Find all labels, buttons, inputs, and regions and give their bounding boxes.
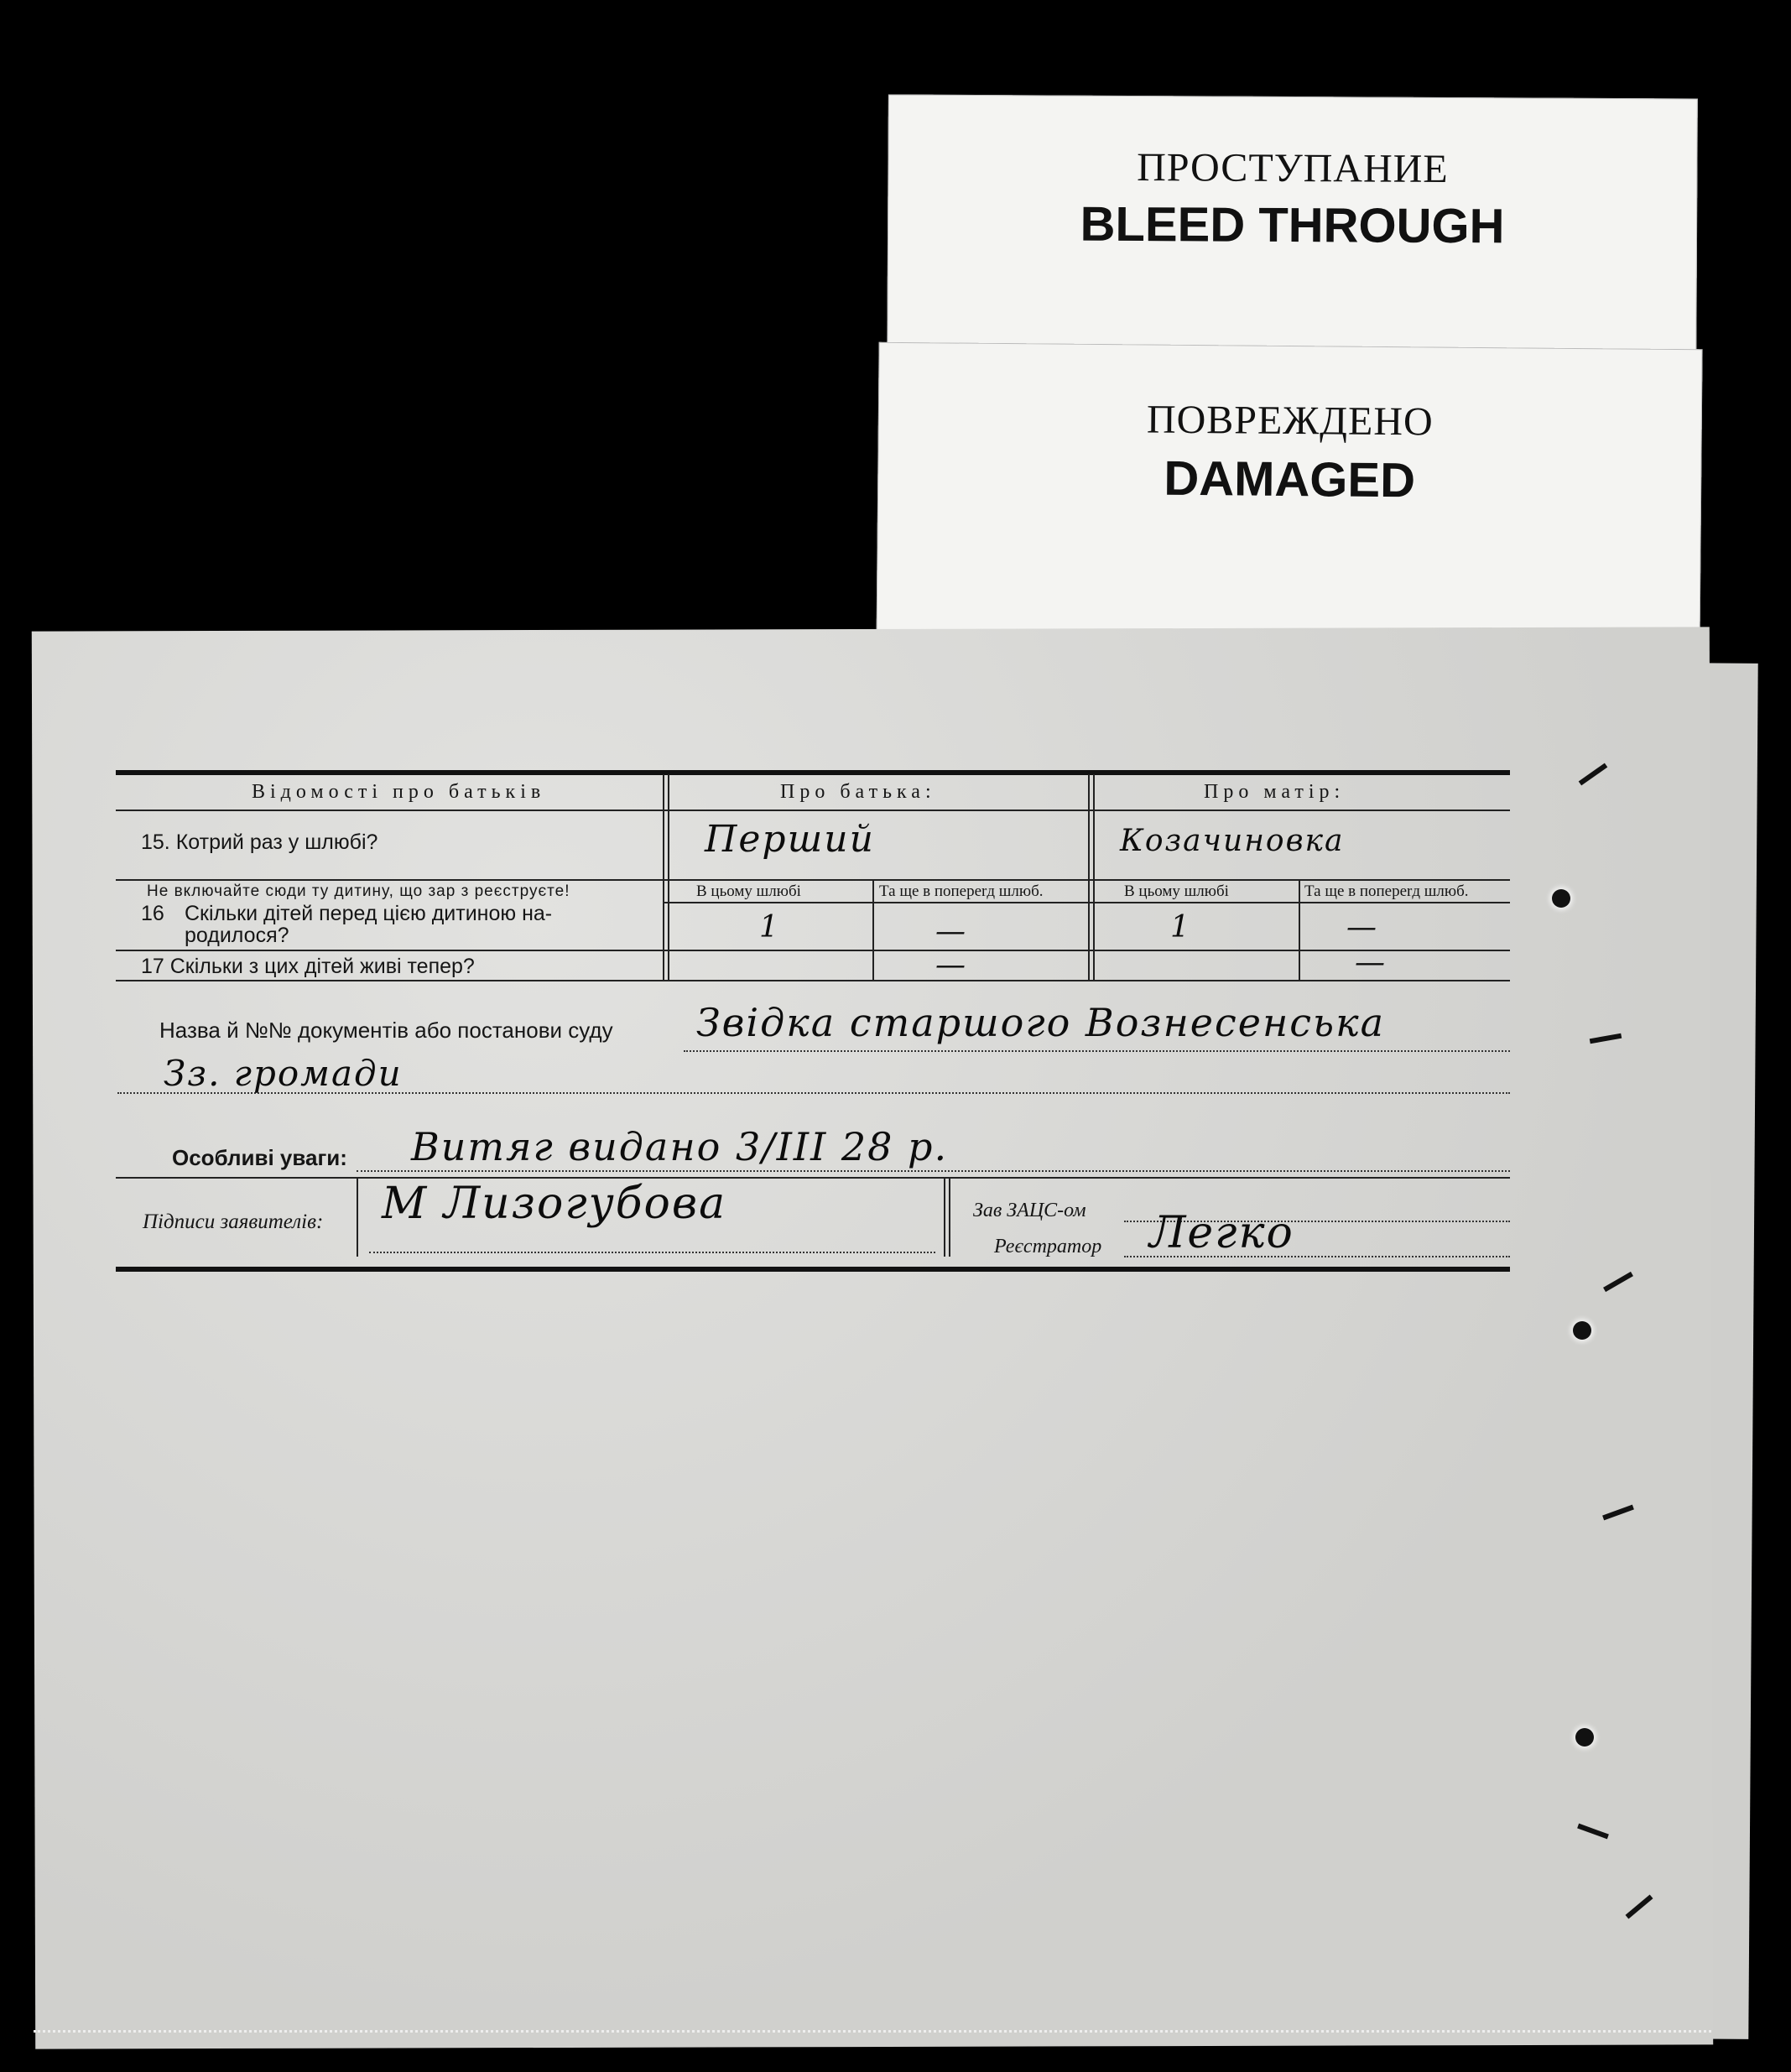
- remarks-line: [357, 1170, 1510, 1172]
- row16-question-line1: Скільки дітей перед цією дитиною на-: [185, 902, 553, 925]
- header-mother: Про матір:: [1204, 781, 1346, 803]
- father-marriage-count-handwritten: Перший: [705, 818, 875, 861]
- punch-hole: [1575, 1728, 1594, 1747]
- table-bottom-rule: [116, 1267, 1510, 1272]
- mother-marriage-count-handwritten: Козачиновка: [1120, 824, 1345, 858]
- damaged-label-ru: ПОВРЕЖДЕНО: [1146, 397, 1434, 445]
- row16-note: Не включайте сюди ту дитину, що зар з реєструєте!: [147, 882, 570, 900]
- row16-number: 16: [141, 902, 164, 925]
- registrar-signature-handwritten: Легко: [1149, 1208, 1294, 1258]
- row17-bottom-rule: [116, 980, 1510, 981]
- table-top-rule: [116, 770, 1510, 775]
- bleed-through-label-ru: ПРОСТУПАНИЕ: [1137, 145, 1449, 191]
- subheader-rule: [663, 902, 1510, 903]
- head-of-registry-label: Зав ЗАЦС-ом: [973, 1200, 1086, 1221]
- row16-question-line2: родилося?: [185, 924, 289, 947]
- mother-sub-divider: [1299, 879, 1300, 980]
- punch-hole: [1573, 1321, 1591, 1340]
- mother-children-prev-marriage: —: [1346, 910, 1378, 945]
- mother-children-alive-prev: —: [1355, 945, 1387, 980]
- bleed-through-card: [887, 94, 1698, 383]
- father-children-this-marriage: 1: [759, 910, 780, 945]
- signature-left-divider: [357, 1177, 358, 1257]
- bleed-through-label-en: BLEED THROUGH: [1080, 196, 1505, 254]
- column-divider-father: [663, 774, 669, 980]
- mother-this-marriage-header: В цьому шлюбі: [1124, 882, 1229, 900]
- signature-top-rule: [116, 1177, 1510, 1179]
- father-children-prev-marriage: —: [935, 914, 967, 949]
- signature-right-divider: [944, 1177, 950, 1257]
- sheet-perforated-edge: [34, 2030, 1711, 2039]
- damaged-card: [876, 342, 1702, 660]
- header-parents: Відомості про батьків: [252, 781, 546, 803]
- documents-label: Назва й №№ документів або постанови суду: [159, 1018, 613, 1043]
- header-bottom-rule: [116, 810, 1510, 811]
- remarks-handwritten: Витяг видано 3/III 28 р.: [411, 1124, 949, 1169]
- documents-handwritten-line2: Зз. громади: [164, 1053, 403, 1094]
- registrar-label: Реєстратор: [994, 1236, 1102, 1257]
- mother-prev-marriage-header: Та ще в попеperд шлюб.: [1304, 882, 1469, 900]
- row15-bottom-rule: [116, 879, 1510, 881]
- father-children-alive-prev: —: [935, 948, 967, 982]
- header-father: Про батька:: [780, 781, 936, 803]
- damaged-label-en: DAMAGED: [1164, 450, 1416, 508]
- row15-label: 15. Котрий раз у шлюбі?: [141, 830, 378, 854]
- documents-line-1: [684, 1050, 1510, 1052]
- column-divider-mother: [1088, 774, 1095, 980]
- signatures-label: Підписи заявителів:: [143, 1210, 324, 1233]
- row17-label: 17 Скільки з цих дітей живі тепер?: [141, 955, 475, 978]
- row16-bottom-rule: [116, 950, 1510, 951]
- applicant-signature-handwritten: М Лизогубова: [382, 1179, 727, 1229]
- mother-children-this-marriage: 1: [1170, 910, 1191, 945]
- father-sub-divider: [872, 879, 874, 980]
- father-this-marriage-header: В цьому шлюбі: [696, 882, 801, 900]
- signature-line: [369, 1252, 935, 1253]
- documents-handwritten-line1: Звідка старшого Вознесенська: [696, 1000, 1385, 1045]
- father-prev-marriage-header: Та ще в попеperд шлюб.: [879, 882, 1044, 900]
- punch-hole: [1552, 889, 1570, 908]
- remarks-label: Особливі уваги:: [172, 1145, 347, 1170]
